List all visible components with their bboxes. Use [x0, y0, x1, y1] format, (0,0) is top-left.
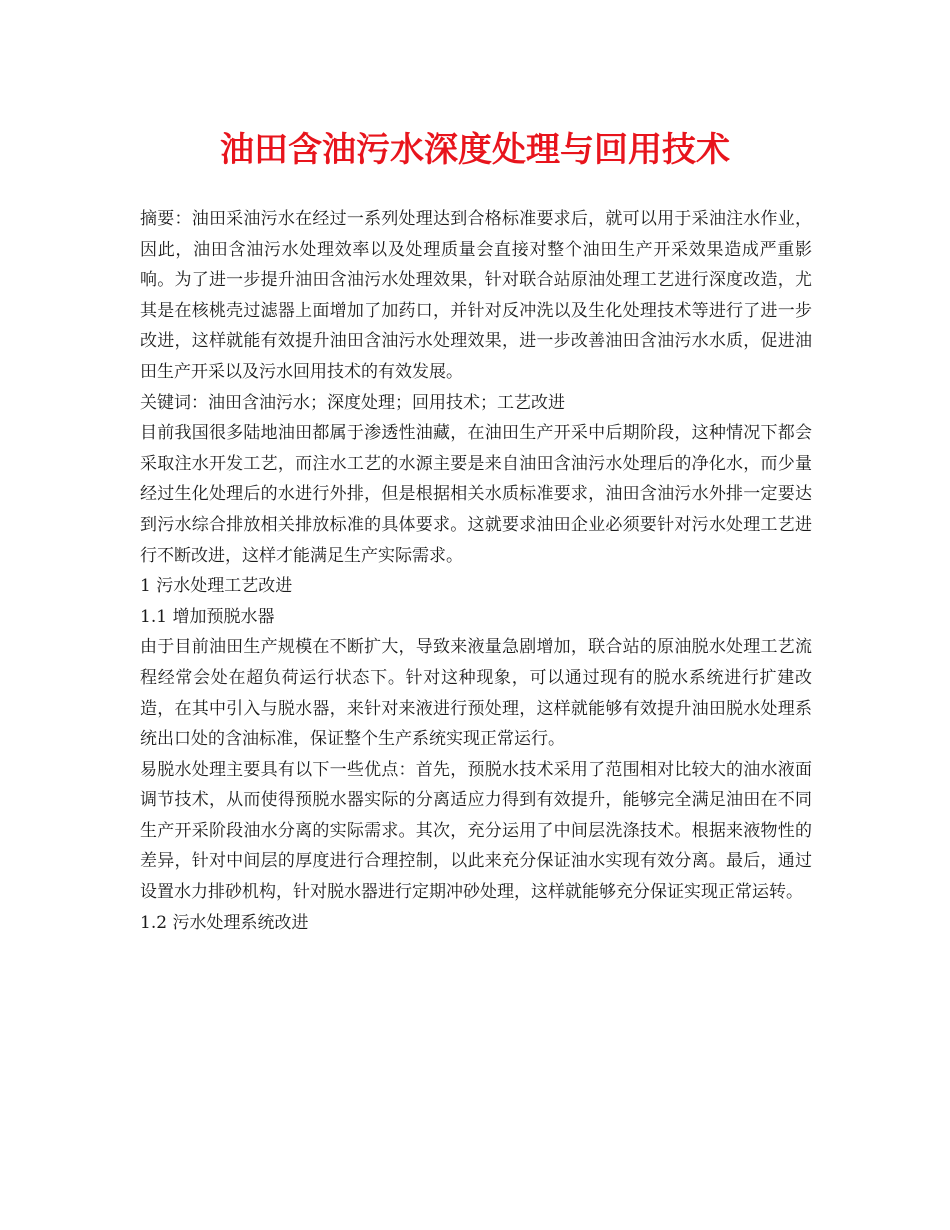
- section-heading-1: 1 污水处理工艺改进: [140, 576, 293, 597]
- section-heading-1-2: 1.2 污水处理系统改进: [140, 912, 309, 933]
- section-1-1-paragraph-2: 易脱水处理主要具有以下一些优点：首先，预脱水技术采用了范围相对比较大的油水液面调节技术，从而使得预脱水器实际的分离适应力得到有效提升，能够完全满足油田在不同生产开采阶段油水分离的实际需求。其次，充分运用了中间层洗涤技术。根据来液物性的差异，针对中间层的厚度进行合理控制，以此来充分保证油水实现有效分离。最后，通过设置水力排砂机构，针对脱水器进行定期冲砂处理，这样就能够充分保证实现正常运转。: [140, 759, 812, 903]
- intro-paragraph: 目前我国很多陆地油田都属于渗透性油藏，在油田生产开采中后期阶段，这种情况下都会采取注水开发工艺，而注水工艺的水源主要是来自油田含油污水处理后的净化水，而少量经过生化处理后的水进行外排，但是根据相关水质标准要求，油田含油污水外排一定要达到污水综合排放相关排放标准的具体要求。这就要求油田企业必须要针对污水处理工艺进行不断改进，这样才能满足生产实际需求。: [140, 423, 812, 566]
- section-1-1-paragraph-1: 由于目前油田生产规模在不断扩大，导致来液量急剧增加，联合站的原油脱水处理工艺流程经常会处在超负荷运行状态下。针对这种现象，可以通过现有的脱水系统进行扩建改造，在其中引入与脱水器，来针对来液进行预处理，这样就能够有效提升油田脱水处理系统出口处的含油标准，保证整个生产系统实现正常运行。: [140, 637, 812, 750]
- document-title: 油田含油污水深度处理与回用技术: [220, 130, 730, 170]
- abstract-paragraph: 摘要：油田采油污水在经过一系列处理达到合格标准要求后，就可以用于采油注水作业，因此，油田含油污水处理效率以及处理质量会直接对整个油田生产开采效果造成严重影响。为了进一步提升油田含油污水处理效果，针对联合站原油处理工艺进行深度改造，尤其是在核桃壳过滤器上面增加了加药口，并针对反冲洗以及生化处理技术等进行了进一步改进，这样就能有效提升油田含油污水处理效果，进一步改善油田含油污水水质，促进油田生产开采以及污水回用技术的有效发展。: [140, 209, 812, 382]
- section-heading-1-1: 1.1 增加预脱水器: [140, 606, 275, 627]
- document-body: [140, 204, 812, 938]
- keywords-line: 关键词：油田含油污水；深度处理；回用技术；工艺改进: [140, 392, 565, 413]
